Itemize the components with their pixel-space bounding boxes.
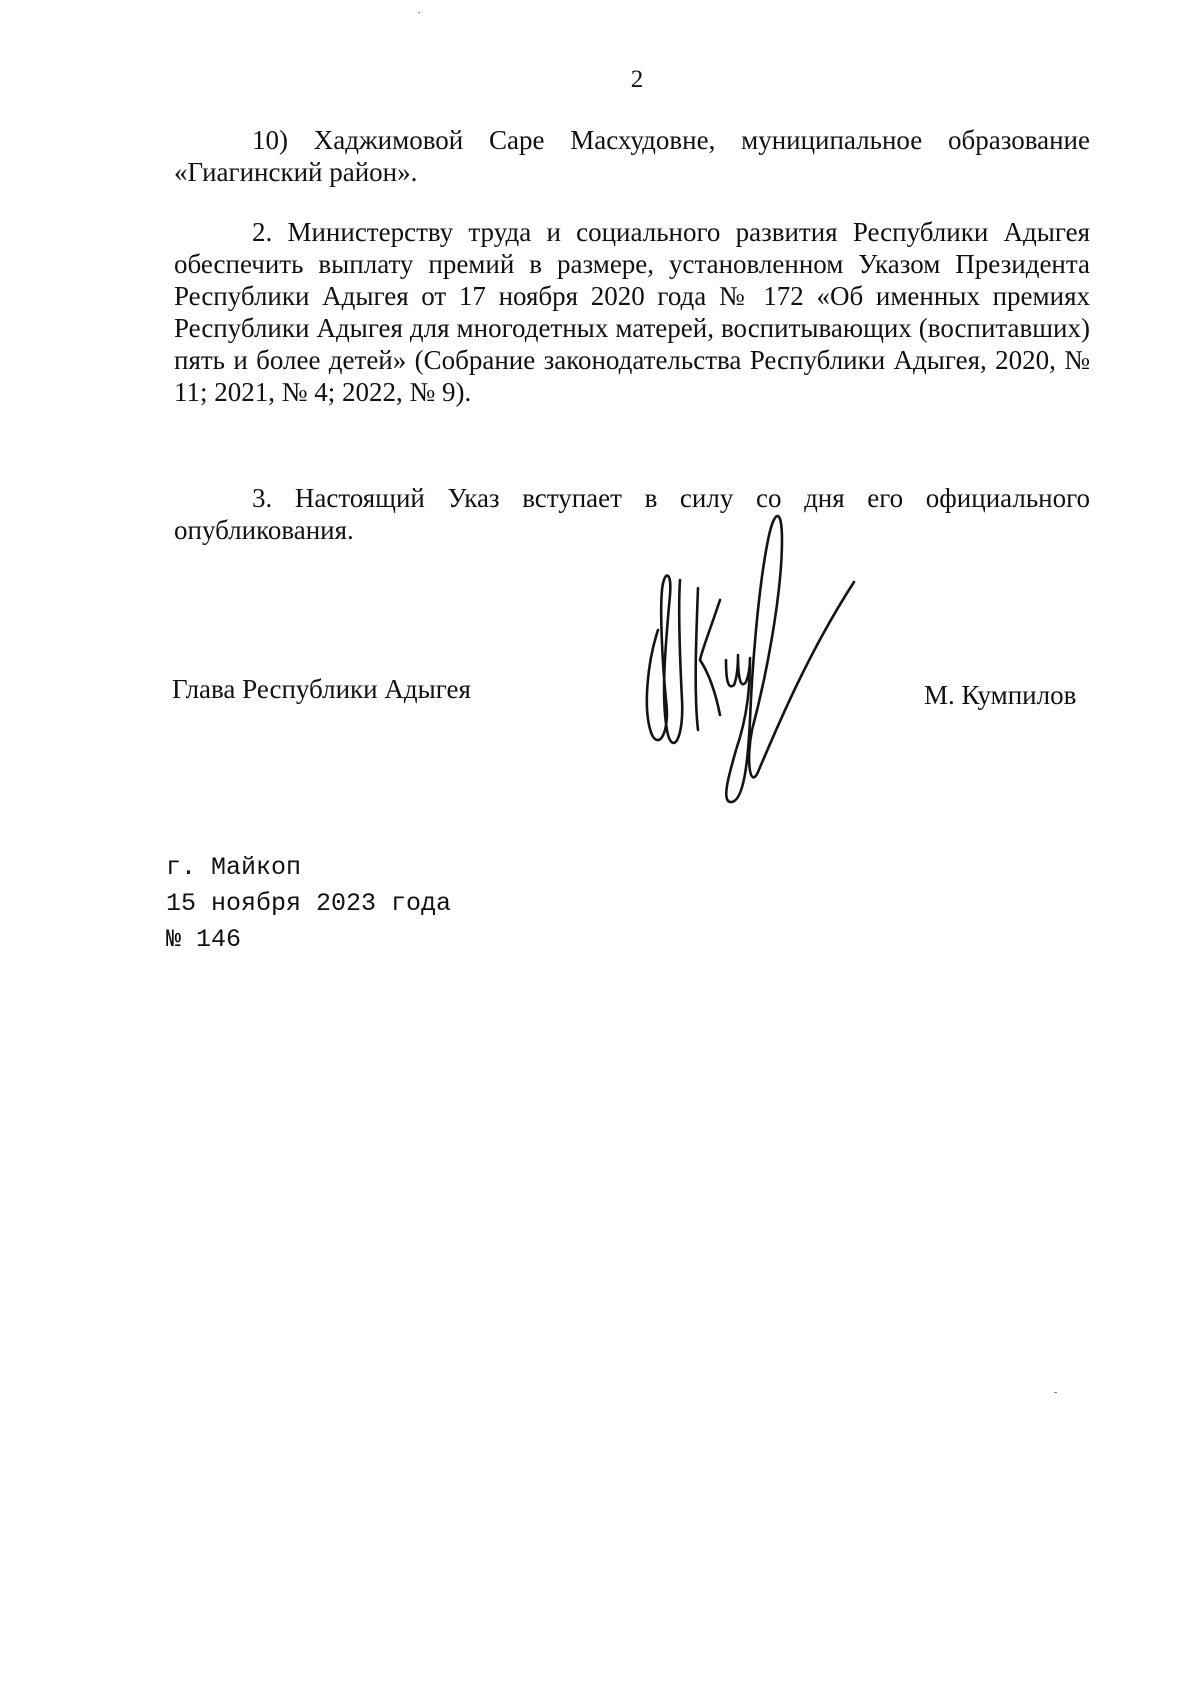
paragraph-item-10: 10) Хаджимовой Саре Масхудовне, муниципальное образование «Гиагинский район». [174,125,1090,187]
footer-city: г. Майкоп [166,853,302,882]
scan-speck [1054,1392,1057,1393]
footer-number: № 146 [166,925,242,954]
signatory-title: Глава Республики Адыгея [172,674,471,704]
paragraph-point-2: 2. Министерству труда и социального развития Республики Адыгея обеспечить выплату премий в размере, установленном Указом Президента Республики Адыгея от 17 ноября 2020 года № 172 «Об именных премиях Республики Адыгея для многодетных матерей, воспитывающих (воспитавших) пять и более детей» (Собрание законодательства Республики Адыгея, 2020, № 11; 2021, № 4; 2022, № 9). [174,217,1090,407]
paragraph-point-3: 3. Настоящий Указ вступает в силу со дня его официального опубликования. [174,483,1090,545]
footer-date: 15 ноября 2023 года [166,889,452,918]
scan-speck [418,12,420,13]
handwritten-signature [640,510,900,810]
document-footer [166,850,451,958]
signatory-name: М. Кумпилов [924,680,1077,710]
page-number: 2 [630,66,644,93]
